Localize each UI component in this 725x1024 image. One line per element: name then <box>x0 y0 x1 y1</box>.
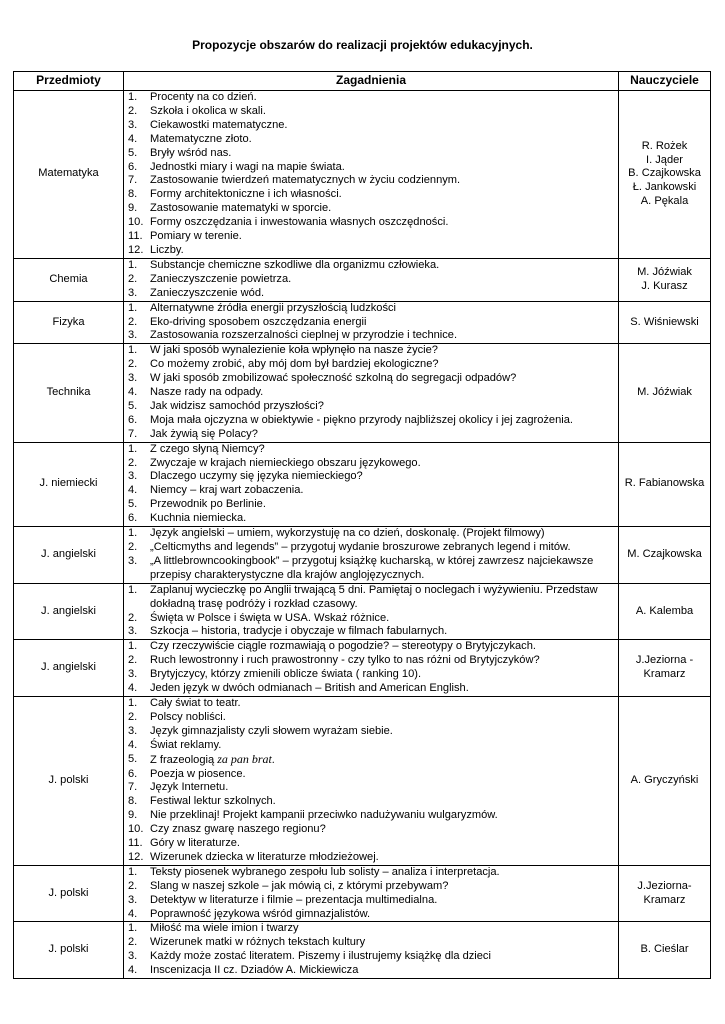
topic-number: 2. <box>128 936 138 949</box>
subject-cell: Technika <box>14 344 124 442</box>
list-item <box>124 105 618 119</box>
topic-number: 1. <box>128 696 138 709</box>
teacher-cell <box>619 442 711 526</box>
topic-number: 11. <box>128 230 143 243</box>
list-item <box>124 823 618 837</box>
teacher-name: B. Czajkowska <box>628 167 701 180</box>
list-item <box>124 244 618 258</box>
topic-number: 1. <box>128 583 138 596</box>
table-row <box>14 527 711 584</box>
topic-text: Zanieczyszczenie wód. <box>150 286 265 299</box>
subject-cell: J. angielski <box>14 583 124 640</box>
list-item <box>124 584 618 612</box>
teacher-name: M. Czajkowska <box>627 547 702 560</box>
list-item <box>124 358 618 372</box>
list-item <box>124 287 618 301</box>
list-item <box>124 216 618 230</box>
subject-cell: J. niemiecki <box>14 442 124 526</box>
topic-number: 8. <box>128 188 138 201</box>
topic-text: W jaki sposób wynalezienie koła wpłynęło na nasze życie? <box>150 344 438 357</box>
topic-text: Slang w naszej szkole – jak mówią ci, z którymi przebywam? <box>150 879 449 892</box>
table-header-row <box>14 72 711 91</box>
topic-text: Niemcy – kraj wart zobaczenia. <box>150 484 304 497</box>
list-item <box>124 470 618 484</box>
list-item <box>124 950 618 964</box>
topics-cell <box>124 91 619 259</box>
topic-text: Zastosowanie twierdzeń matematycznych w życiu codziennym. <box>150 174 461 187</box>
list-item <box>124 625 618 639</box>
topic-number: 3. <box>128 625 138 638</box>
topic-text: Czy znasz gwarę naszego regionu? <box>150 823 326 836</box>
list-item <box>124 230 618 244</box>
list-item <box>124 484 618 498</box>
list-item <box>124 640 618 654</box>
teacher-name: I. Jąder <box>646 153 683 166</box>
table-body <box>14 91 711 979</box>
table-row <box>14 640 711 697</box>
page-title: Propozycje obszarów do realizacji projektów edukacyjnych. <box>192 38 533 52</box>
subject-cell: J. polski <box>14 865 124 922</box>
topic-number: 10. <box>128 216 144 229</box>
topic-text: W jaki sposób zmobilizować społeczność szkolną do segregacji odpadów? <box>150 372 517 385</box>
list-item <box>124 386 618 400</box>
topic-text: Zastosowanie matematyki w sporcie. <box>150 202 332 215</box>
topic-number: 6. <box>128 767 138 780</box>
list-item <box>124 527 618 541</box>
topic-text-after: . <box>271 753 275 766</box>
topic-text: Góry w literaturze. <box>150 837 241 850</box>
topic-text: Czy rzeczywiście ciągle rozmawiają o pogodzie? – stereotypy o Brytyjczykach. <box>150 640 536 653</box>
table-row <box>14 583 711 640</box>
list-item <box>124 654 618 668</box>
topic-number: 4. <box>128 738 138 751</box>
list-item <box>124 541 618 555</box>
list-item <box>124 753 618 768</box>
topic-number: 3. <box>128 893 138 906</box>
list-item <box>124 781 618 795</box>
topic-number: 1. <box>128 922 138 935</box>
topic-number: 3. <box>128 372 138 385</box>
topic-text: Co możemy zrobić, aby mój dom był bardziej ekologiczne? <box>150 358 439 371</box>
topic-number: 5. <box>128 399 138 412</box>
topic-text: „A littlebrowncookingbook” – przygotuj książkę kucharską, w której zawrzesz najciekawsze przepisy charakterystyczne dla krajów anglojęzycznych. <box>150 554 594 581</box>
list-item <box>124 795 618 809</box>
teacher-name: M. Jóźwiak <box>637 265 692 278</box>
list-item <box>124 498 618 512</box>
topic-text: Nie przeklinaj! Projekt kampanii przeciwko nadużywaniu wulgaryzmów. <box>150 809 498 822</box>
topics-cell <box>124 258 619 301</box>
topic-text: Każdy może zostać literatem. Piszemy i ilustrujemy książkę dla dzieci <box>150 950 491 963</box>
topic-number: 10. <box>128 823 144 836</box>
topic-text: Formy oszczędzania i inwestowania własnych oszczędności. <box>150 216 449 229</box>
topic-number: 3. <box>128 950 138 963</box>
list-item <box>124 161 618 175</box>
topics-cell <box>124 922 619 979</box>
list-item <box>124 851 618 865</box>
list-item <box>124 119 618 133</box>
topic-text: Cały świat to teatr. <box>150 696 241 709</box>
topic-text: Pomiary w terenie. <box>150 230 242 243</box>
topic-text: Poprawność językowa wśród gimnazjalistów. <box>150 907 371 920</box>
topic-number: 2. <box>128 879 138 892</box>
topic-number: 1. <box>128 442 138 455</box>
teacher-name: B. Cieślar <box>640 943 689 956</box>
topic-text: „Celticmyths and legends” – przygotuj wydanie broszurowe zebranych legend i mitów. <box>150 541 571 553</box>
topic-number: 12. <box>128 243 144 256</box>
topic-list <box>124 922 618 978</box>
header-subjects: Przedmioty <box>14 72 124 91</box>
table-row <box>14 301 711 344</box>
topic-number: 4. <box>128 132 138 145</box>
teacher-name: A. Kalemba <box>635 604 694 617</box>
topic-text: Jeden język w dwóch odmianach – British and American English. <box>150 682 469 695</box>
teacher-cell <box>619 527 711 584</box>
subject-cell: Chemia <box>14 258 124 301</box>
topic-text: Inscenizacja II cz. Dziadów A. Mickiewicza <box>150 964 359 977</box>
list-item <box>124 880 618 894</box>
list-item <box>124 894 618 908</box>
list-item <box>124 400 618 414</box>
topic-number: 4. <box>128 682 138 695</box>
list-item <box>124 612 618 626</box>
topic-number: 3. <box>128 668 138 681</box>
list-item <box>124 964 618 978</box>
topic-text: Polscy nobliści. <box>150 710 226 723</box>
topic-number: 2. <box>128 315 138 328</box>
subject-cell: J. polski <box>14 696 124 865</box>
list-item <box>124 302 618 316</box>
teacher-cell <box>619 301 711 344</box>
list-item <box>124 344 618 358</box>
list-item <box>124 188 618 202</box>
teacher-cell <box>619 583 711 640</box>
topic-list <box>124 344 618 441</box>
topic-number: 2. <box>128 710 138 723</box>
topic-text: Bryły wśród nas. <box>150 146 232 159</box>
topic-number: 2. <box>128 358 138 371</box>
topics-cell <box>124 301 619 344</box>
teacher-cell <box>619 865 711 922</box>
topic-text: Formy architektoniczne i ich własności. <box>150 188 342 201</box>
topic-text: Festiwal lektur szkolnych. <box>150 795 276 808</box>
topics-cell <box>124 696 619 865</box>
list-item <box>124 316 618 330</box>
subject-cell: Matematyka <box>14 91 124 259</box>
topic-number: 6. <box>128 413 138 426</box>
list-item <box>124 457 618 471</box>
topics-cell <box>124 344 619 442</box>
list-item <box>124 936 618 950</box>
topic-text: Eko-driving sposobem oszczędzania energii <box>150 315 367 328</box>
topic-list <box>124 443 618 526</box>
subject-cell: J. angielski <box>14 640 124 697</box>
topic-text: Ciekawostki matematyczne. <box>150 118 288 131</box>
topic-number: 9. <box>128 809 138 822</box>
table-row <box>14 91 711 259</box>
list-item <box>124 837 618 851</box>
teacher-cell <box>619 91 711 259</box>
topic-number: 1. <box>128 865 138 878</box>
list-item <box>124 273 618 287</box>
topic-text: Jednostki miary i wagi na mapie świata. <box>150 160 345 173</box>
table-row <box>14 922 711 979</box>
topic-number: 3. <box>128 554 138 567</box>
topic-text: Świat reklamy. <box>150 738 222 751</box>
list-item <box>124 908 618 922</box>
topic-number: 5. <box>128 498 138 511</box>
topic-text: Miłość ma wiele imion i twarzy <box>150 922 299 935</box>
teacher-name: R. Rożek <box>641 139 688 152</box>
topic-number: 1. <box>128 258 138 271</box>
list-item <box>124 414 618 428</box>
topic-text: Język Internetu. <box>150 781 229 794</box>
topic-text: Zwyczaje w krajach niemieckiego obszaru językowego. <box>150 456 421 469</box>
list-item <box>124 512 618 526</box>
list-item <box>124 711 618 725</box>
topic-text: Zaplanuj wycieczkę po Anglii trwającą 5 dni. Pamiętaj o noclegach i wyżywieniu. Przedstaw dokładną trasę podróży i rozkład czasowy. <box>150 583 598 610</box>
topic-text: Jak żywią się Polacy? <box>150 427 258 440</box>
teacher-name: A. Pękala <box>640 195 689 208</box>
topic-list <box>124 527 618 583</box>
list-item <box>124 682 618 696</box>
list-item <box>124 809 618 823</box>
topic-text: Moja mała ojczyzna w obiektywie - piękno przyrody najbliższej okolicy i jej zagrożenia. <box>150 413 573 426</box>
topic-number: 3. <box>128 118 138 131</box>
teacher-cell <box>619 922 711 979</box>
topic-number: 5. <box>128 146 138 159</box>
teacher-cell <box>619 696 711 865</box>
header-topics: Zagadnienia <box>124 72 619 91</box>
teacher-name: R. Fabianowska <box>624 477 705 490</box>
topic-text: Ruch lewostronny i ruch prawostronny - czy tylko to nas różni od Brytyjczyków? <box>150 654 540 667</box>
list-item <box>124 147 618 161</box>
topic-text: Detektyw w literaturze i filmie – prezentacja multimedialna. <box>150 893 438 906</box>
topic-list <box>124 697 618 865</box>
subject-cell: Fizyka <box>14 301 124 344</box>
topic-number: 2. <box>128 104 138 117</box>
topic-text: Szkocja – historia, tradycje i obyczaje w filmach fabularnych. <box>150 625 448 638</box>
subject-cell: J. polski <box>14 922 124 979</box>
topic-text: Nasze rady na odpady. <box>150 386 264 399</box>
topic-number: 1. <box>128 91 138 103</box>
list-item <box>124 768 618 782</box>
topic-text: Matematyczne złoto. <box>150 132 252 145</box>
teacher-name: J.Jeziorna - Kramarz <box>635 654 694 681</box>
list-item <box>124 555 618 583</box>
teacher-name: M. Jóźwiak <box>637 386 692 399</box>
teacher-name: J.Jeziorna- <box>637 879 692 892</box>
topic-number: 5. <box>128 752 138 765</box>
topic-number: 1. <box>128 640 138 653</box>
topic-number: 12. <box>128 850 144 863</box>
topic-text: Poezja w piosence. <box>150 767 246 780</box>
topic-list <box>124 640 618 696</box>
topic-number: 7. <box>128 781 138 794</box>
topic-number: 7. <box>128 427 138 440</box>
topic-text: Język angielski – umiem, wykorzystuję na co dzień, doskonalę. (Projekt filmowy) <box>150 527 545 540</box>
topic-number: 3. <box>128 286 138 299</box>
topic-number: 4. <box>128 484 138 497</box>
teacher-name: J. Kurasz <box>641 279 688 292</box>
list-item <box>124 443 618 457</box>
topic-text: Alternatywne źródła energii przyszłością ludzkości <box>150 301 397 314</box>
topic-text: Przewodnik po Berlinie. <box>150 498 266 511</box>
teacher-cell <box>619 344 711 442</box>
topics-cell <box>124 442 619 526</box>
topic-text: Substancje chemiczne szkodliwe dla organizmu człowieka. <box>150 258 440 271</box>
list-item <box>124 202 618 216</box>
topic-number: 1. <box>128 527 138 540</box>
list-item <box>124 372 618 386</box>
topic-text: Dlaczego uczymy się języka niemieckiego? <box>150 470 363 483</box>
topic-text: Z frazeologią <box>150 753 218 766</box>
table-row <box>14 865 711 922</box>
topic-number: 3. <box>128 470 138 483</box>
topic-text: Teksty piosenek wybranego zespołu lub solisty – analiza i interpretacja. <box>150 865 500 878</box>
list-item <box>124 133 618 147</box>
topic-number: 6. <box>128 160 138 173</box>
topic-text: Szkoła i okolica w skali. <box>150 104 266 117</box>
topic-number: 2. <box>128 456 138 469</box>
topic-number: 11. <box>128 837 143 850</box>
list-item <box>124 668 618 682</box>
topic-number: 1. <box>128 344 138 357</box>
topic-text: Wizerunek matki w różnych tekstach kultury <box>150 936 366 949</box>
topic-number: 2. <box>128 654 138 667</box>
topic-number: 7. <box>128 174 138 187</box>
topic-text: Z czego słyną Niemcy? <box>150 442 265 455</box>
topics-cell <box>124 865 619 922</box>
topic-list <box>124 91 618 258</box>
topic-text: Zanieczyszczenie powietrza. <box>150 272 292 285</box>
teacher-name: Ł. Jankowski <box>632 181 697 194</box>
list-item <box>124 922 618 936</box>
topic-list <box>124 302 618 344</box>
topic-text: Wizerunek dziecka w literaturze młodzieżowej. <box>150 850 379 863</box>
topic-list <box>124 259 618 301</box>
topic-number: 2. <box>128 611 138 624</box>
topic-number: 9. <box>128 202 138 215</box>
topic-number: 3. <box>128 329 138 342</box>
subject-cell: J. angielski <box>14 527 124 584</box>
list-item <box>124 174 618 188</box>
list-item <box>124 259 618 273</box>
topic-number: 2. <box>128 541 138 553</box>
topic-number: 4. <box>128 964 138 977</box>
teacher-name: A. Gryczyński <box>630 773 699 786</box>
list-item <box>124 91 618 105</box>
topic-number: 4. <box>128 907 138 920</box>
topic-text: Liczby. <box>150 243 184 256</box>
topic-number: 8. <box>128 795 138 808</box>
topic-text: Język gimnazjalisty czyli słowem wyrażam siebie. <box>150 724 393 737</box>
list-item <box>124 739 618 753</box>
topic-text: Procenty na co dzień. <box>150 91 257 103</box>
teacher-cell <box>619 258 711 301</box>
table-row <box>14 696 711 865</box>
topic-list <box>124 584 618 640</box>
teacher-name: S. Wiśniewski <box>630 315 699 328</box>
topic-italic-text: za pan brat <box>217 751 272 766</box>
topic-text: Jak widzisz samochód przyszłości? <box>150 399 324 412</box>
list-item <box>124 697 618 711</box>
teacher-cell <box>619 640 711 697</box>
list-item <box>124 725 618 739</box>
projects-table <box>13 71 711 979</box>
list-item <box>124 329 618 343</box>
table-row <box>14 344 711 442</box>
list-item <box>124 428 618 442</box>
topic-number: 6. <box>128 512 138 525</box>
table-row <box>14 258 711 301</box>
topic-text: Kuchnia niemiecka. <box>150 512 247 525</box>
topic-number: 3. <box>128 724 138 737</box>
topics-cell <box>124 640 619 697</box>
table-row <box>14 442 711 526</box>
topic-text: Święta w Polsce i święta w USA. Wskaż różnice. <box>150 611 390 624</box>
topic-number: 4. <box>128 386 138 399</box>
list-item <box>124 866 618 880</box>
topic-number: 1. <box>128 301 138 314</box>
topic-text: Zastosowania rozszerzalności cieplnej w przyrodzie i technice. <box>150 329 458 342</box>
topics-cell <box>124 527 619 584</box>
teacher-name: Kramarz <box>643 893 686 906</box>
topic-text: Brytyjczycy, którzy zmienili oblicze świata ( ranking 10). <box>150 668 422 681</box>
topic-number: 2. <box>128 272 138 285</box>
topic-list <box>124 866 618 922</box>
header-teachers: Nauczyciele <box>619 72 711 91</box>
topics-cell <box>124 583 619 640</box>
